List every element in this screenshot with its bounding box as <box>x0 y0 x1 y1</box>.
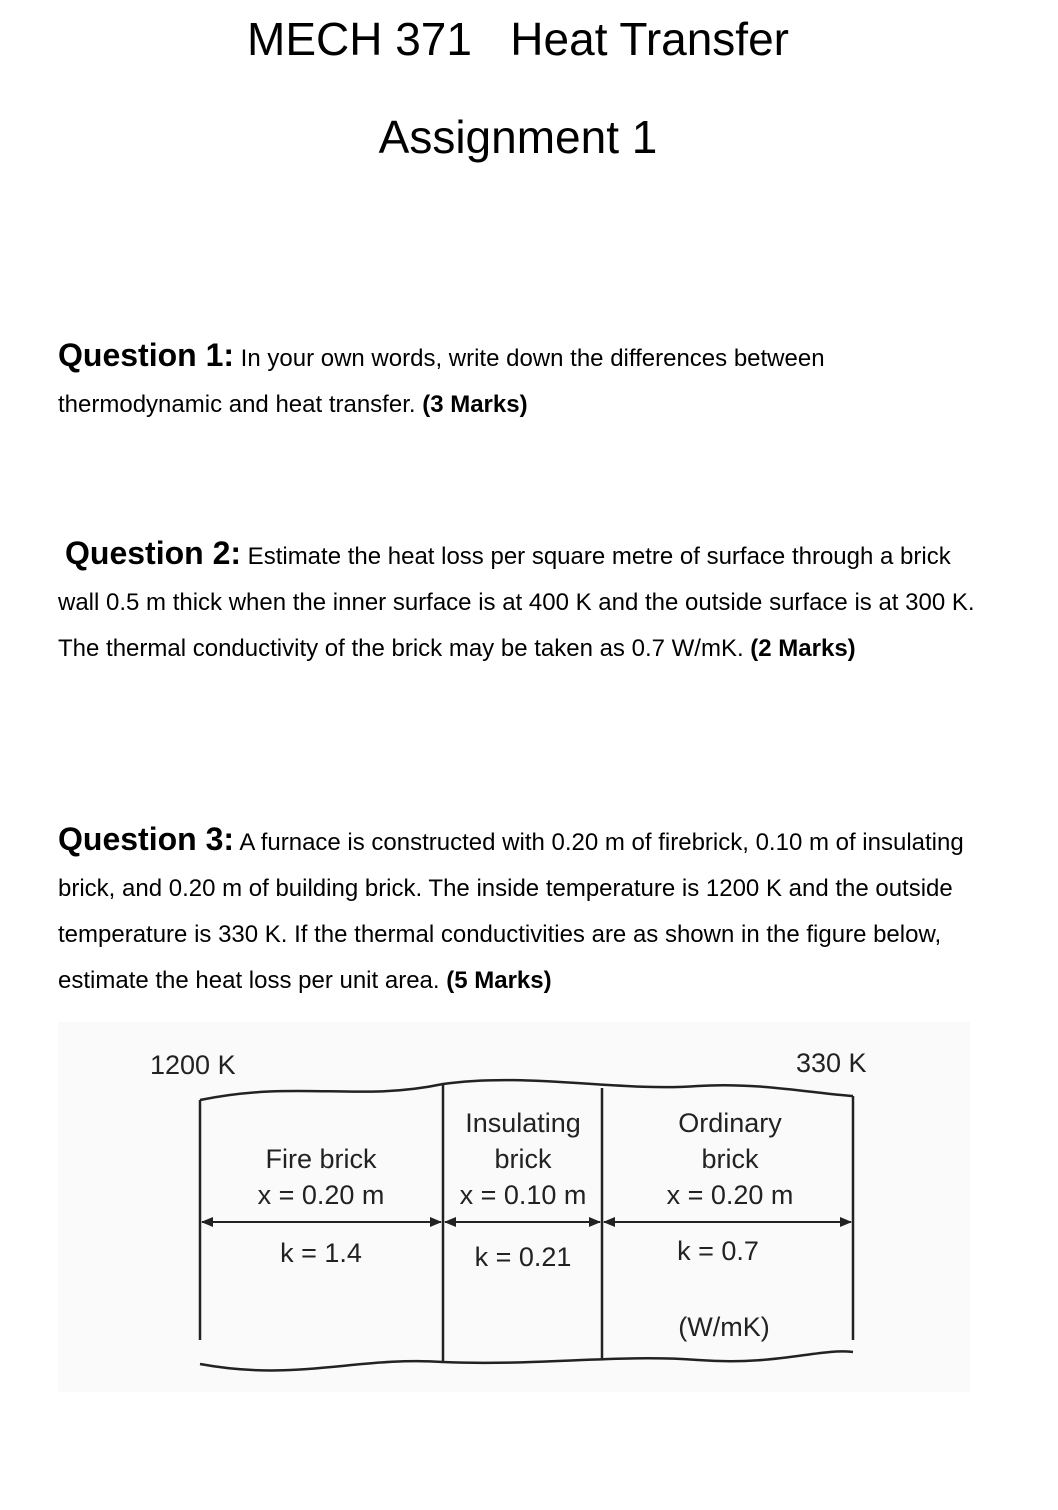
course-title: MECH 371 Heat Transfer <box>247 13 789 65</box>
wall-bottom-edge <box>200 1351 853 1370</box>
question-3 <box>58 816 988 1004</box>
fire-brick-thickness: x = 0.20 m <box>257 1180 385 1210</box>
question-1-marks: (3 Marks) <box>422 391 528 418</box>
question-3-label: Question 3: <box>58 821 235 857</box>
insulating-brick-name-line2: brick <box>494 1144 552 1174</box>
question-1 <box>58 332 988 428</box>
question-2-text: Estimate the heat loss per square metre of surface through a brick wall 0.5 m thick when the inner surface is at 400 K and the outside surface is at 300 K. The thermal conductivity of the brick may be taken as 0.7 W/mK. <box>58 543 975 662</box>
question-3-marks: (5 Marks) <box>446 967 552 994</box>
question-2-marks: (2 Marks) <box>750 635 856 662</box>
inside-temp-label: 1200 K <box>150 1050 236 1080</box>
fire-brick-name: Fire brick <box>265 1144 377 1174</box>
conductivity-units: (W/mK) <box>678 1312 770 1342</box>
ordinary-brick-name-line2: brick <box>701 1144 759 1174</box>
question-2-label: Question 2: <box>65 535 242 571</box>
question-1-text: In your own words, write down the differences between thermodynamic and heat transfer. <box>58 345 825 418</box>
outside-temp-label: 330 K <box>796 1048 867 1078</box>
insulating-brick-thickness: x = 0.10 m <box>459 1180 587 1210</box>
furnace-wall-diagram <box>58 1022 970 1392</box>
question-1-label: Question 1: <box>58 337 235 373</box>
question-2 <box>58 530 988 672</box>
fire-brick-conductivity: k = 1.4 <box>280 1238 362 1268</box>
ordinary-brick-thickness: x = 0.20 m <box>666 1180 794 1210</box>
wall-top-edge <box>200 1080 853 1100</box>
ordinary-brick-name: Ordinary <box>678 1108 782 1138</box>
assignment-title: Assignment 1 <box>378 111 658 163</box>
ordinary-brick-conductivity: k = 0.7 <box>677 1236 759 1266</box>
insulating-brick-conductivity: k = 0.21 <box>474 1242 572 1272</box>
furnace-wall-figure <box>58 1022 970 1392</box>
insulating-brick-name: Insulating <box>465 1108 581 1138</box>
question-3-text: A furnace is constructed with 0.20 m of firebrick, 0.10 m of insulating brick, and 0.20 m of building brick. The inside temperature is 1200 K and the outside temperature is 330 K. If the thermal conductivities are as shown in the figure below, estimate the heat loss per unit area. <box>58 829 964 994</box>
